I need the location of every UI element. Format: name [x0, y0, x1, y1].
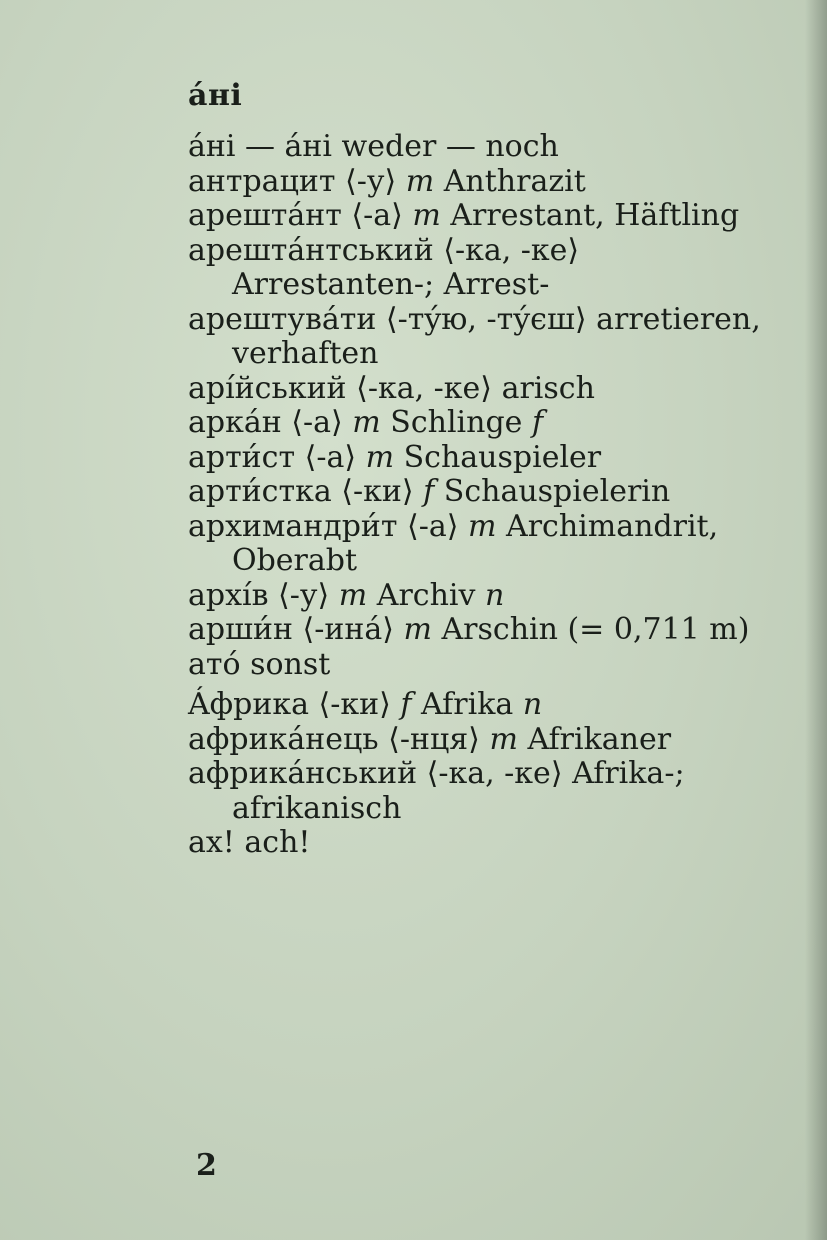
entry-gender: m	[468, 508, 497, 544]
entry-gloss: Arschin (= 0,711 m)	[441, 612, 750, 647]
entry-gloss: Afrikaner	[527, 721, 672, 757]
dictionary-entry	[188, 579, 778, 614]
entry-gloss: Schauspielerin	[443, 474, 671, 509]
dictionary-entry	[188, 510, 778, 579]
entry-gloss: Archiv	[376, 577, 476, 613]
entry-gloss: ach!	[244, 825, 311, 860]
dictionary-entry	[188, 372, 778, 407]
entry-gloss: Schlinge	[390, 405, 523, 440]
entry-gender: m	[365, 439, 395, 475]
entry-forms: ⟨-инá⟩	[302, 612, 394, 647]
entry-gloss: Arrestant, Häftling	[450, 198, 740, 233]
entry-forms: ⟨-ки⟩	[318, 687, 391, 722]
entry-headword: арештувáти	[188, 301, 377, 337]
dictionary-entry	[188, 441, 778, 476]
entry-gender: m	[403, 612, 432, 647]
entry-gloss: Afrika-; afrikanisch	[232, 756, 685, 826]
entry-gloss: Archimandrit, Oberabt	[232, 508, 719, 578]
entry-forms: ⟨-у⟩	[278, 577, 330, 613]
entry-gender: m	[352, 405, 381, 440]
entry-gloss: Afrika	[421, 687, 514, 722]
entry-forms: ⟨-ка, -ке⟩	[356, 370, 493, 406]
entry-headword: арти́стка	[188, 474, 332, 509]
entry-gloss: arisch	[501, 370, 595, 406]
entry-headword: африкáнський	[188, 756, 418, 791]
entry-forms: ⟨-а⟩	[304, 439, 357, 475]
entry-gender: f	[400, 687, 412, 722]
entry-forms: ⟨-а⟩	[407, 508, 459, 544]
entry-headword: арештáнтський	[188, 232, 434, 268]
dictionary-entry	[188, 406, 778, 441]
entry-headword: атó	[188, 646, 241, 682]
entry-forms: ⟨-нця⟩	[388, 721, 480, 757]
dictionary-entry	[188, 757, 778, 826]
entry-gender: m	[489, 721, 518, 757]
entry-forms: ⟨-а⟩	[291, 405, 343, 440]
dictionary-entry	[188, 826, 778, 861]
entry-gloss: sonst	[250, 646, 331, 682]
entry-gloss-gender: f	[531, 405, 544, 440]
dictionary-entry	[188, 303, 778, 372]
page-edge-shadow	[805, 0, 827, 1240]
running-head: áні	[188, 78, 243, 113]
dictionary-entry	[188, 648, 778, 683]
entry-headword: арши́н	[188, 612, 293, 647]
entry-headword: ах!	[188, 825, 235, 860]
entry-headword: архимандри́т	[188, 508, 398, 544]
entry-gloss: Arrestanten-; Arrest-	[232, 267, 550, 302]
dictionary-entry	[188, 688, 778, 723]
entry-forms: ⟨-тýю, -тýєш⟩	[385, 301, 587, 337]
page-number: 2	[196, 1148, 217, 1183]
entry-forms: ⟨-ка, -ке⟩	[443, 232, 580, 268]
entry-gender: m	[405, 163, 435, 199]
entry-headword: аркáн	[188, 405, 282, 440]
entry-headword: Áфрика	[188, 687, 309, 722]
entry-forms: ⟨-у⟩	[345, 163, 397, 199]
entry-gloss-gender: n	[485, 577, 505, 613]
dictionary-entry	[188, 234, 778, 303]
entry-forms: ⟨-ка, -ке⟩	[426, 756, 563, 791]
dictionary-entry	[188, 130, 778, 165]
entry-gloss: Anthrazit	[443, 163, 586, 199]
entry-gloss-gender: n	[522, 687, 543, 722]
entry-headword: арти́ст	[188, 439, 296, 475]
entry-headword: антрацит	[188, 163, 336, 199]
entry-gender: f	[423, 474, 435, 509]
entry-headword: арíйський	[188, 370, 347, 406]
entry-forms: ⟨-а⟩	[351, 198, 403, 233]
entry-gloss: arretieren, verhaften	[232, 301, 761, 371]
entry-gender: m	[338, 577, 368, 613]
entry-forms: ⟨-ки⟩	[341, 474, 414, 509]
dictionary-entry	[188, 613, 778, 648]
dictionary-entry	[188, 199, 778, 234]
dictionary-entry	[188, 165, 778, 200]
entry-gender: m	[412, 198, 441, 233]
entry-gloss: Schauspieler	[403, 439, 602, 475]
dictionary-entry	[188, 475, 778, 510]
dictionary-entry	[188, 723, 778, 758]
entry-headword: африкáнець	[188, 721, 379, 757]
dictionary-entries	[188, 130, 778, 861]
entry-headword: арештáнт	[188, 198, 342, 233]
entry-headword: архíв	[188, 577, 269, 613]
entry-text: áні — áні weder — noch	[188, 129, 559, 164]
